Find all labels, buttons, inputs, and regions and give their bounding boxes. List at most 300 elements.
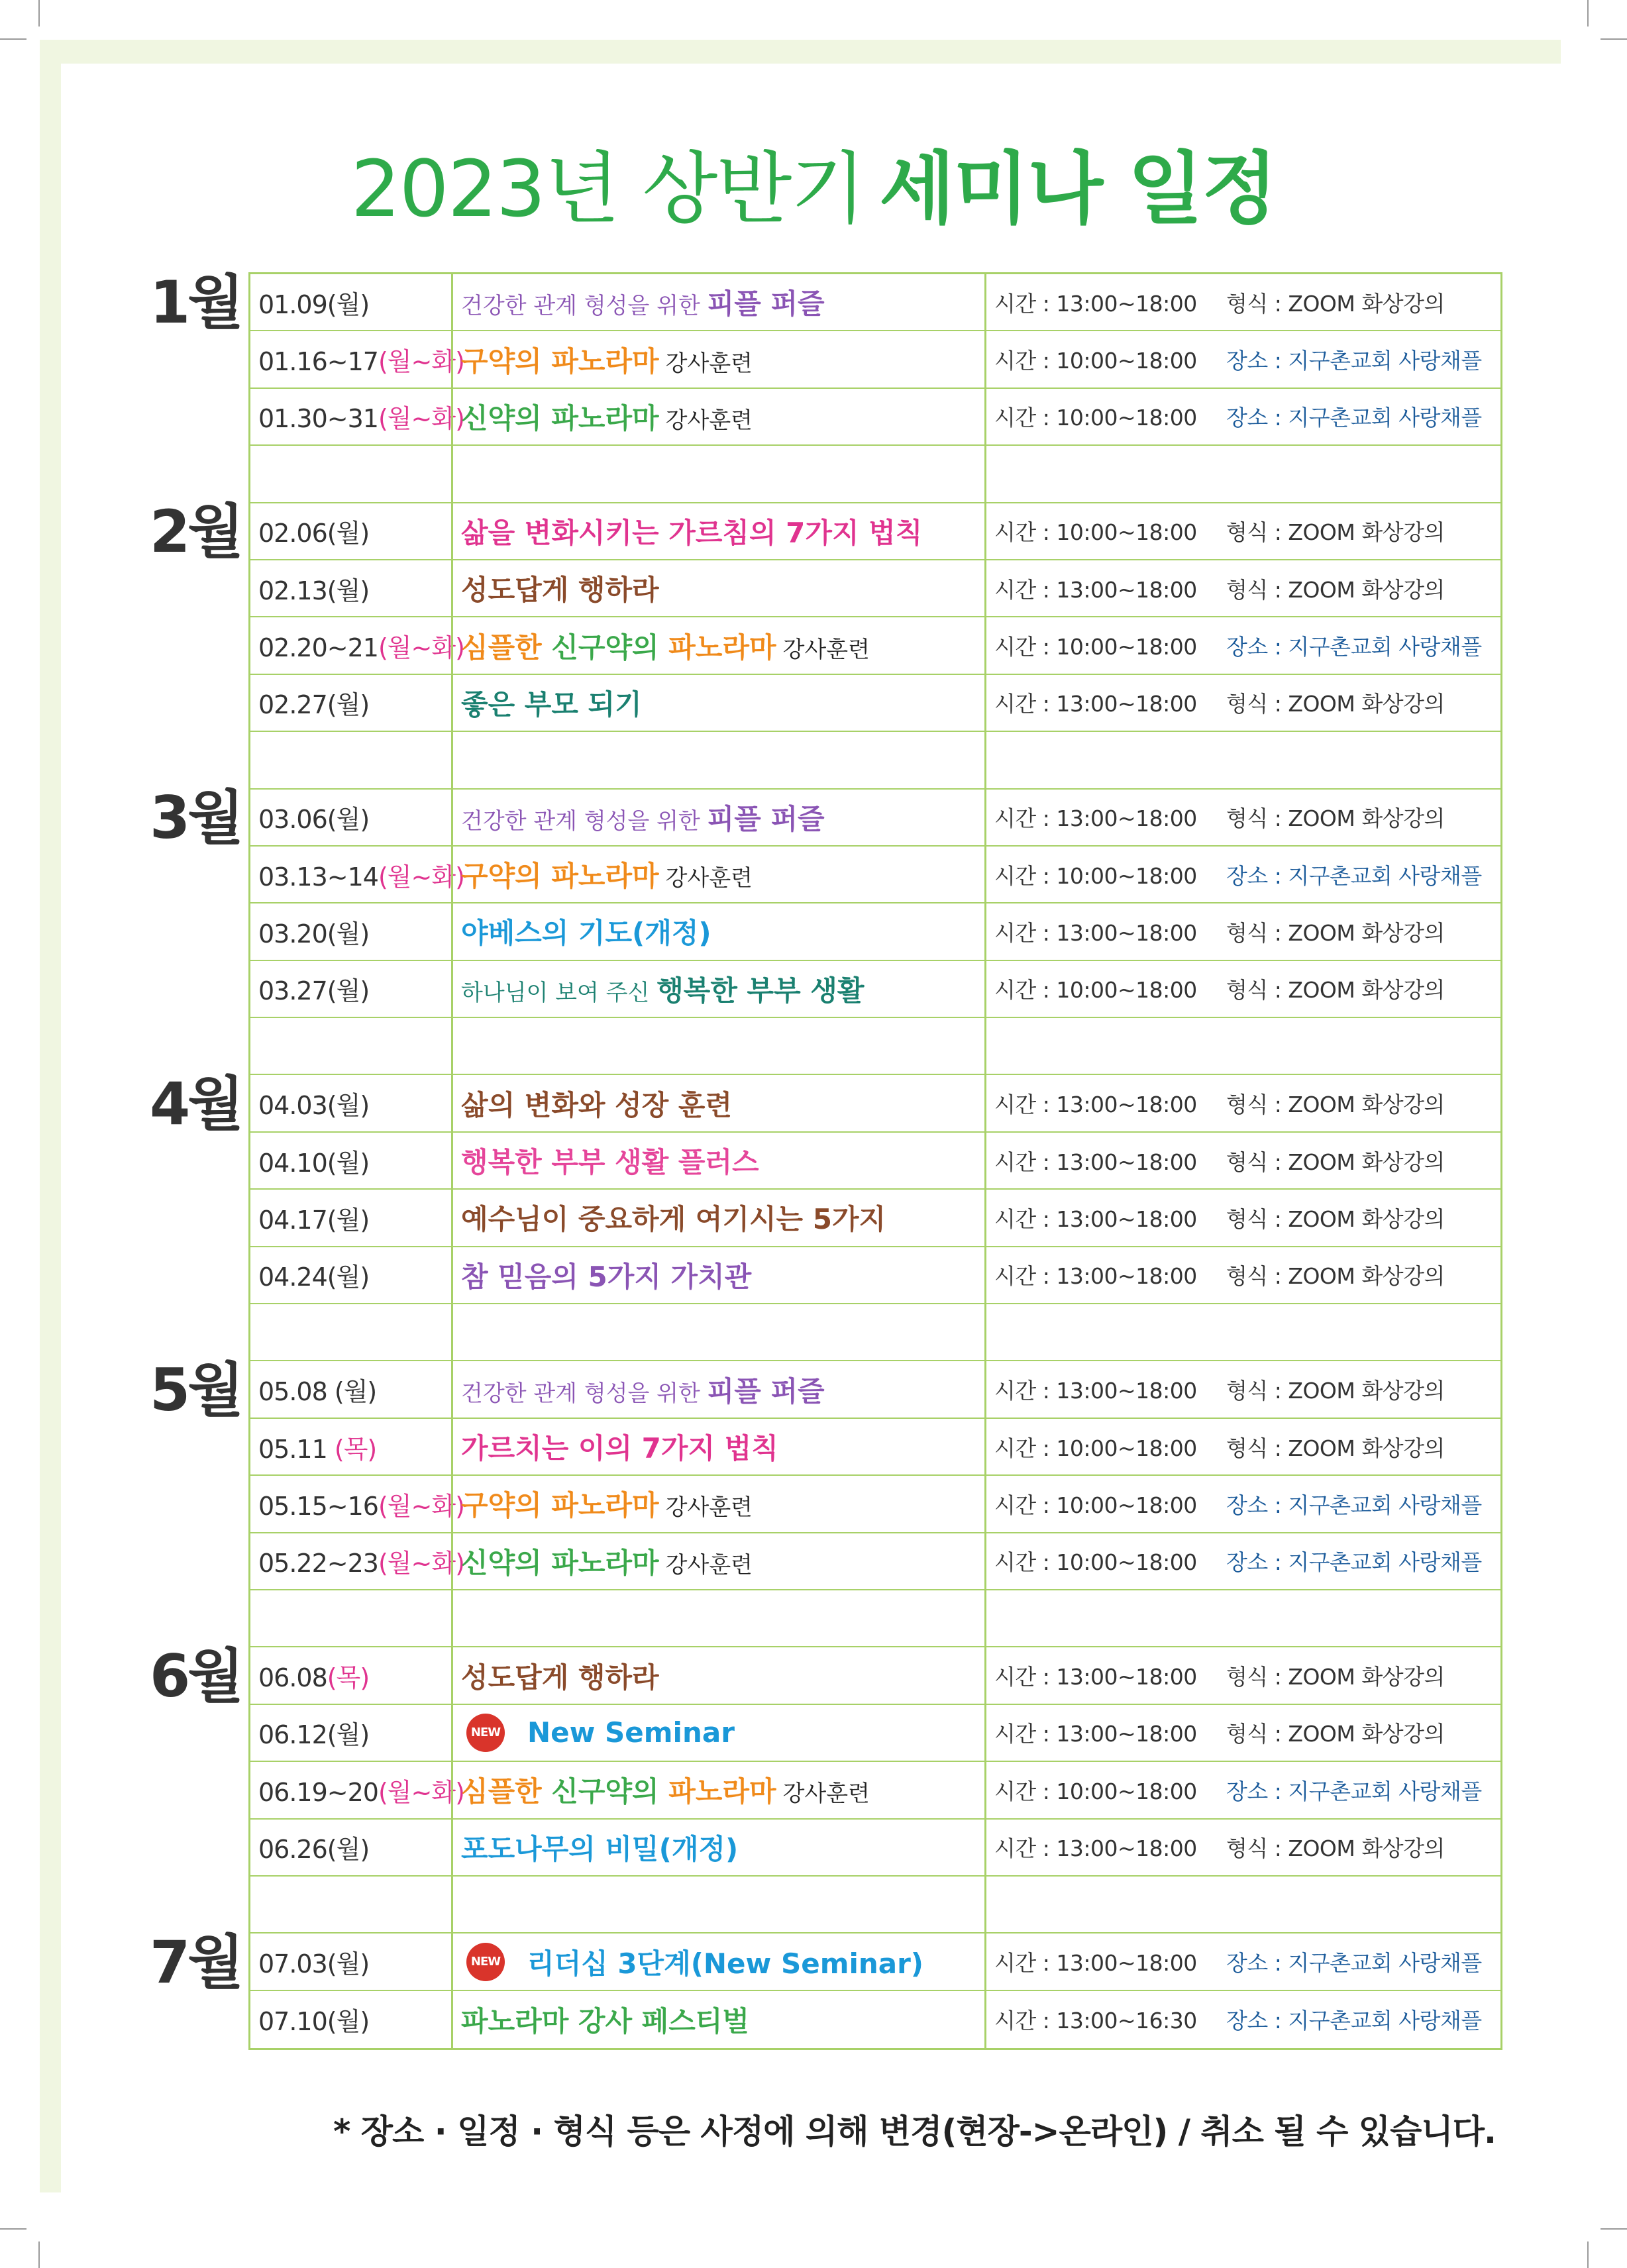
date-value: 04.24 xyxy=(258,1263,327,1292)
date-cell xyxy=(248,560,451,616)
session-info xyxy=(994,287,1445,318)
info-cell xyxy=(984,446,1502,501)
spacer-row xyxy=(248,1304,1502,1361)
crop-mark xyxy=(1601,2228,1627,2230)
date-text xyxy=(258,1543,464,1579)
date-value: 03.20 xyxy=(258,919,327,949)
info-cell xyxy=(984,389,1502,444)
info-cell xyxy=(984,1075,1502,1131)
date-text xyxy=(258,1143,369,1179)
session-info xyxy=(994,2004,1482,2035)
info-cell xyxy=(984,1877,1502,1932)
date-text xyxy=(258,856,464,893)
session-format: 형식 : ZOOM 화상강의 xyxy=(1226,919,1445,946)
table-row xyxy=(248,1933,1502,1990)
date-cell xyxy=(248,617,464,673)
session-info xyxy=(994,1259,1445,1290)
day-of-week: (월) xyxy=(327,289,370,319)
info-cell xyxy=(984,1705,1502,1761)
crop-mark xyxy=(0,38,26,40)
session-info xyxy=(994,1660,1445,1691)
info-cell xyxy=(984,1820,1502,1875)
session-time: 시간 : 13:00~18:00 xyxy=(994,1206,1197,1232)
seminar-title xyxy=(461,1084,732,1123)
session-time: 시간 : 13:00~18:00 xyxy=(994,1149,1197,1175)
day-of-week: (월~화) xyxy=(378,404,464,434)
date-cell xyxy=(248,1247,451,1303)
session-format: 형식 : ZOOM 화상강의 xyxy=(1226,977,1445,1004)
table-row xyxy=(248,1476,1502,1533)
info-cell xyxy=(984,1018,1502,1074)
session-info xyxy=(994,1088,1445,1119)
info-cell xyxy=(984,274,1502,330)
seminar-title-part: 신약의 파노라마 xyxy=(461,1546,659,1579)
seminar-cell xyxy=(451,1991,984,2048)
session-info xyxy=(994,401,1482,432)
seminar-title-part: 행복한 부부 생활 플러스 xyxy=(461,1146,759,1179)
table-row xyxy=(248,961,1502,1018)
seminar-title-part: 삶의 변화와 성장 훈련 xyxy=(461,1088,733,1121)
seminar-title xyxy=(461,397,753,437)
session-format: 형식 : ZOOM 화상강의 xyxy=(1226,1378,1445,1404)
day-of-week: (월~화) xyxy=(378,633,464,663)
day-of-week: (월~화) xyxy=(378,1549,464,1578)
session-format: 형식 : ZOOM 화상강의 xyxy=(1226,1092,1445,1118)
date-cell xyxy=(248,790,451,845)
date-cell xyxy=(248,1361,451,1417)
seminar-cell xyxy=(451,617,984,673)
info-cell xyxy=(984,1190,1502,1245)
crop-mark xyxy=(1587,2242,1589,2268)
date-text xyxy=(258,570,369,607)
session-info xyxy=(994,630,1482,661)
seminar-title xyxy=(461,969,864,1009)
seminar-title xyxy=(461,1427,778,1467)
table-row xyxy=(248,1991,1502,2048)
day-of-week: (월~화) xyxy=(378,1491,464,1521)
seminar-cell xyxy=(451,1419,984,1474)
date-text xyxy=(258,799,369,835)
month-label: 6월 xyxy=(150,1641,242,1710)
seminar-cell xyxy=(451,847,984,902)
table-row xyxy=(248,1133,1502,1190)
seminar-cell xyxy=(451,675,984,731)
session-time: 시간 : 13:00~18:00 xyxy=(994,290,1197,317)
seminar-title-part: 파노라마 xyxy=(668,1775,776,1808)
seminar-cell xyxy=(451,1877,984,1932)
date-cell xyxy=(248,1419,451,1474)
session-time: 시간 : 10:00~18:00 xyxy=(994,862,1197,889)
seminar-title-part: 참 믿음의 5가지 가치관 xyxy=(461,1260,752,1293)
seminar-cell xyxy=(451,389,984,444)
session-format: 장소 : 지구촌교회 사랑채플 xyxy=(1226,1778,1482,1804)
date-text xyxy=(258,1200,369,1236)
session-format: 형식 : ZOOM 화상강의 xyxy=(1226,1206,1445,1232)
session-info xyxy=(994,859,1482,890)
seminar-title-part: 건강한 관계 형성을 위한 xyxy=(461,807,708,835)
info-cell xyxy=(984,961,1502,1017)
session-format: 장소 : 지구촌교회 사랑채플 xyxy=(1226,1549,1482,1576)
seminar-cell xyxy=(451,503,984,559)
session-time: 시간 : 10:00~18:00 xyxy=(994,1492,1197,1518)
date-cell xyxy=(248,1304,451,1360)
date-cell xyxy=(248,1476,464,1531)
session-format: 형식 : ZOOM 화상강의 xyxy=(1226,1263,1445,1290)
table-row xyxy=(248,1190,1502,1247)
info-cell xyxy=(984,1419,1502,1474)
table-row xyxy=(248,274,1502,331)
session-format: 형식 : ZOOM 화상강의 xyxy=(1226,1664,1445,1690)
date-cell xyxy=(248,1820,451,1875)
seminar-cell xyxy=(451,1304,984,1360)
day-of-week: (월~화) xyxy=(378,347,464,377)
info-cell xyxy=(984,1361,1502,1417)
day-of-week: (월) xyxy=(327,1205,370,1235)
date-value: 07.10 xyxy=(258,2007,327,2037)
seminar-title xyxy=(461,798,825,837)
seminar-cell xyxy=(451,1933,984,1989)
info-cell xyxy=(984,617,1502,673)
seminar-title xyxy=(461,626,870,666)
seminar-title-part: 삶을 변화시키는 가르침의 7가지 법칙 xyxy=(461,516,923,549)
date-value: 02.06 xyxy=(258,519,327,548)
seminar-title-part: 피플 퍼즐 xyxy=(707,1374,825,1408)
date-cell xyxy=(248,1933,451,1989)
session-info xyxy=(994,973,1445,1004)
session-time: 시간 : 13:00~18:00 xyxy=(994,1835,1197,1862)
info-cell xyxy=(984,903,1502,959)
seminar-title-part: 하나님이 보여 주신 xyxy=(461,979,657,1006)
session-format: 형식 : ZOOM 화상강의 xyxy=(1226,1721,1445,1747)
seminar-cell xyxy=(451,446,984,501)
seminar-title-part: 예수님이 중요하게 여기시는 5가지 xyxy=(461,1203,886,1236)
date-value: 03.06 xyxy=(258,805,327,835)
seminar-title xyxy=(461,1541,753,1581)
table-row xyxy=(248,1075,1502,1132)
seminar-title-part: 리더십 3단계(New Seminar) xyxy=(527,1947,924,1980)
date-text xyxy=(258,1943,369,1980)
date-value: 05.15~16 xyxy=(258,1491,378,1521)
table-row xyxy=(248,617,1502,674)
date-cell xyxy=(248,1647,451,1703)
date-text xyxy=(258,684,369,721)
date-cell xyxy=(248,1705,451,1761)
date-value: 04.17 xyxy=(258,1205,327,1235)
seminar-title xyxy=(461,1198,886,1237)
table-row xyxy=(248,560,1502,617)
title-regular: 2023년 상반기 xyxy=(350,143,865,234)
date-text xyxy=(258,1486,464,1522)
session-info xyxy=(994,1946,1482,1977)
seminar-cell xyxy=(451,1018,984,1074)
date-value: 02.27 xyxy=(258,690,327,720)
date-text xyxy=(258,2001,369,2037)
session-time: 시간 : 10:00~18:00 xyxy=(994,519,1197,546)
seminar-title xyxy=(461,340,753,380)
date-value: 02.20~21 xyxy=(258,633,378,663)
day-of-week: (월) xyxy=(327,1720,370,1750)
date-cell xyxy=(248,961,451,1017)
month-label: 4월 xyxy=(150,1069,242,1138)
date-cell xyxy=(248,1075,451,1131)
day-of-week: (월) xyxy=(327,2007,370,2037)
date-value: 04.03 xyxy=(258,1091,327,1121)
info-cell xyxy=(984,1533,1502,1589)
schedule-table xyxy=(248,272,1502,2050)
date-cell xyxy=(248,1133,451,1188)
table-row xyxy=(248,1820,1502,1877)
seminar-title xyxy=(461,1370,825,1410)
day-of-week: (월) xyxy=(327,1263,370,1292)
info-cell xyxy=(984,1762,1502,1818)
date-text xyxy=(258,284,369,321)
seminar-title-part: 신구약의 xyxy=(551,631,669,664)
date-text xyxy=(258,1714,369,1751)
info-cell xyxy=(984,1247,1502,1303)
info-cell xyxy=(984,560,1502,616)
seminar-title-part: 신구약의 xyxy=(551,1775,669,1808)
date-cell xyxy=(248,1762,464,1818)
session-format: 장소 : 지구촌교회 사랑채플 xyxy=(1226,634,1482,660)
seminar-type: 강사훈련 xyxy=(665,1551,753,1578)
session-time: 시간 : 13:00~18:00 xyxy=(994,805,1197,832)
session-format: 장소 : 지구촌교회 사랑채플 xyxy=(1226,405,1482,431)
date-value: 06.08 xyxy=(258,1663,327,1693)
month-label: 1월 xyxy=(150,268,242,336)
date-cell xyxy=(248,389,464,444)
seminar-title-part: New Seminar xyxy=(527,1716,735,1749)
date-text xyxy=(258,1371,376,1408)
seminar-cell xyxy=(451,1820,984,1875)
date-text xyxy=(258,913,369,950)
seminar-title-part: 파노라마 강사 페스티벌 xyxy=(461,2004,749,2037)
seminar-cell xyxy=(451,1590,984,1646)
session-info xyxy=(994,687,1445,718)
seminar-title-part: 행복한 부부 생활 xyxy=(656,974,865,1007)
month-label: 3월 xyxy=(150,783,242,852)
seminar-title-part: 가르치는 이의 7가지 법칙 xyxy=(461,1432,778,1465)
table-row xyxy=(248,903,1502,960)
seminar-cell xyxy=(451,1075,984,1131)
seminar-title-part: 파노라마 xyxy=(668,631,776,664)
session-time: 시간 : 10:00~18:00 xyxy=(994,977,1197,1004)
seminar-title xyxy=(461,1255,751,1295)
seminar-cell xyxy=(451,274,984,330)
date-cell xyxy=(248,274,451,330)
title-bold: 세미나 일정 xyxy=(879,143,1277,234)
session-format: 형식 : ZOOM 화상강의 xyxy=(1226,1149,1445,1175)
seminar-title-part: 피플 퍼즐 xyxy=(707,287,825,321)
new-badge: NEW xyxy=(466,1943,505,1981)
date-value: 06.12 xyxy=(258,1720,327,1750)
info-cell xyxy=(984,1933,1502,1989)
date-text xyxy=(258,1829,369,1865)
table-row xyxy=(248,1533,1502,1590)
day-of-week: (월) xyxy=(327,1949,370,1979)
seminar-title-part: 성도답게 행하라 xyxy=(461,1661,659,1694)
table-row xyxy=(248,331,1502,388)
spacer-row xyxy=(248,1877,1502,1933)
seminar-title-part: 야베스의 기도(개정) xyxy=(461,917,711,950)
day-of-week: (월) xyxy=(327,805,370,835)
session-info xyxy=(994,1145,1445,1176)
date-value: 04.10 xyxy=(258,1148,327,1178)
crop-mark xyxy=(38,2242,40,2268)
page-title xyxy=(0,126,1627,238)
day-of-week: (목) xyxy=(327,1663,370,1693)
seminar-title-part: 건강한 관계 형성을 위한 xyxy=(461,293,708,320)
seminar-title-part: 건강한 관계 형성을 위한 xyxy=(461,1380,708,1407)
table-row xyxy=(248,1361,1502,1418)
seminar-title xyxy=(461,1770,870,1810)
date-value: 03.13~14 xyxy=(258,862,378,892)
date-text xyxy=(258,513,369,549)
day-of-week: (월) xyxy=(334,1377,377,1407)
spacer-row xyxy=(248,1018,1502,1075)
month-label: 2월 xyxy=(150,497,242,566)
session-time: 시간 : 13:00~18:00 xyxy=(994,919,1197,946)
date-cell xyxy=(248,847,464,902)
session-format: 형식 : ZOOM 화상강의 xyxy=(1226,1435,1445,1461)
date-value: 06.26 xyxy=(258,1835,327,1865)
month-label: 7월 xyxy=(150,1928,242,1996)
seminar-cell xyxy=(451,1705,984,1761)
session-format: 장소 : 지구촌교회 사랑채플 xyxy=(1226,2008,1482,2034)
seminar-title xyxy=(461,683,642,723)
session-format: 장소 : 지구촌교회 사랑채플 xyxy=(1226,1950,1482,1977)
seminar-type: 강사훈련 xyxy=(665,407,753,434)
info-cell xyxy=(984,675,1502,731)
day-of-week: (월~화) xyxy=(378,862,464,892)
session-time: 시간 : 10:00~18:00 xyxy=(994,1549,1197,1576)
seminar-cell xyxy=(451,1133,984,1188)
seminar-title xyxy=(461,1828,738,1867)
day-of-week: (월) xyxy=(327,1148,370,1178)
date-value: 01.16~17 xyxy=(258,347,378,377)
date-value: 06.19~20 xyxy=(258,1777,378,1807)
info-cell xyxy=(984,1304,1502,1360)
session-format: 형식 : ZOOM 화상강의 xyxy=(1226,519,1445,546)
date-text xyxy=(258,970,369,1007)
seminar-title xyxy=(461,1656,659,1696)
day-of-week: (월) xyxy=(327,1091,370,1121)
seminar-type: 강사훈련 xyxy=(665,350,753,377)
date-cell xyxy=(248,1533,464,1589)
session-time: 시간 : 10:00~18:00 xyxy=(994,1435,1197,1461)
session-time: 시간 : 13:00~18:00 xyxy=(994,576,1197,603)
month-label: 5월 xyxy=(150,1355,242,1424)
date-text xyxy=(258,1429,376,1465)
seminar-cell xyxy=(451,1647,984,1703)
table-row xyxy=(248,1247,1502,1304)
info-cell xyxy=(984,732,1502,788)
seminar-title xyxy=(527,1942,923,1982)
footnote: * 장소 · 일정 · 형식 등은 사정에 의해 변경(현장->온라인) / 취소 될 수 있습니다. xyxy=(333,2112,1496,2151)
session-info xyxy=(994,1775,1482,1806)
day-of-week: (목) xyxy=(334,1434,377,1464)
seminar-cell xyxy=(451,1476,984,1531)
session-info xyxy=(994,1717,1445,1748)
spacer-row xyxy=(248,732,1502,789)
session-info xyxy=(994,1831,1445,1863)
date-cell xyxy=(248,446,451,501)
seminar-cell xyxy=(451,1190,984,1245)
date-cell xyxy=(248,331,464,387)
seminar-cell xyxy=(451,1533,984,1589)
session-time: 시간 : 10:00~18:00 xyxy=(994,1778,1197,1804)
table-row xyxy=(248,1705,1502,1762)
seminar-cell xyxy=(451,961,984,1017)
table-row xyxy=(248,847,1502,903)
session-time: 시간 : 13:00~18:00 xyxy=(994,1664,1197,1690)
day-of-week: (월) xyxy=(327,690,370,720)
seminar-title xyxy=(527,1716,735,1749)
date-cell xyxy=(248,503,451,559)
seminar-type: 강사훈련 xyxy=(782,636,870,663)
table-row xyxy=(248,1647,1502,1704)
session-format: 형식 : ZOOM 화상강의 xyxy=(1226,1835,1445,1862)
info-cell xyxy=(984,1133,1502,1188)
date-cell xyxy=(248,732,451,788)
session-time: 시간 : 13:00~18:00 xyxy=(994,1263,1197,1290)
session-info xyxy=(994,344,1482,375)
seminar-title xyxy=(461,2000,749,2039)
seminar-title-part: 구약의 파노라마 xyxy=(461,344,659,378)
session-time: 시간 : 13:00~18:00 xyxy=(994,1092,1197,1118)
date-value: 01.30~31 xyxy=(258,404,378,434)
crop-mark xyxy=(1587,0,1589,26)
session-info xyxy=(994,515,1445,546)
seminar-type: 강사훈련 xyxy=(665,1494,753,1521)
seminar-title xyxy=(461,911,711,951)
seminar-cell xyxy=(451,1361,984,1417)
seminar-cell xyxy=(451,560,984,616)
seminar-type: 강사훈련 xyxy=(782,1780,870,1808)
session-format: 장소 : 지구촌교회 사랑채플 xyxy=(1226,348,1482,374)
seminar-cell xyxy=(451,1247,984,1303)
seminar-title-part: 구약의 파노라마 xyxy=(461,1489,659,1522)
date-cell xyxy=(248,1877,451,1932)
day-of-week: (월) xyxy=(327,919,370,949)
date-text xyxy=(258,398,464,435)
date-value: 03.27 xyxy=(258,976,327,1006)
date-cell xyxy=(248,675,451,731)
session-time: 시간 : 13:00~16:30 xyxy=(994,2008,1197,2034)
table-row xyxy=(248,1762,1502,1819)
info-cell xyxy=(984,331,1502,387)
seminar-title-part: 포도나무의 비밀(개정) xyxy=(461,1832,739,1865)
crop-mark xyxy=(38,0,40,26)
session-format: 형식 : ZOOM 화상강의 xyxy=(1226,576,1445,603)
date-cell xyxy=(248,1991,451,2048)
seminar-title-part: 구약의 파노라마 xyxy=(461,860,659,893)
date-text xyxy=(258,1772,464,1808)
seminar-cell xyxy=(451,1762,984,1818)
session-info xyxy=(994,1202,1445,1233)
session-format: 장소 : 지구촌교회 사랑채플 xyxy=(1226,1492,1482,1518)
session-format: 형식 : ZOOM 화상강의 xyxy=(1226,805,1445,832)
info-cell xyxy=(984,503,1502,559)
day-of-week: (월) xyxy=(327,1835,370,1865)
seminar-cell xyxy=(451,790,984,845)
session-info xyxy=(994,1431,1445,1463)
info-cell xyxy=(984,847,1502,902)
day-of-week: (월) xyxy=(327,976,370,1006)
day-of-week: (월) xyxy=(327,519,370,548)
seminar-title xyxy=(461,511,922,551)
table-row xyxy=(248,503,1502,560)
seminar-title-part: 성도답게 행하라 xyxy=(461,574,659,607)
